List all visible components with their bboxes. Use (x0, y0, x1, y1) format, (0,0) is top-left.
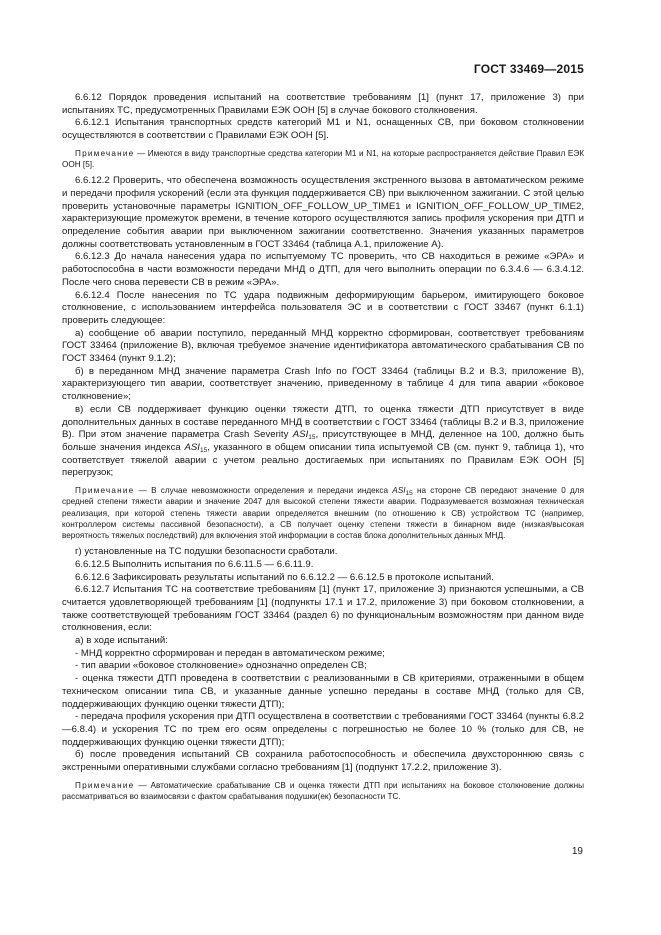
document-header: ГОСТ 33469—2015 (473, 62, 584, 76)
paragraph-6-6-12-3: 6.6.12.3 До начала нанесения удара по испытуемому ТС проверить, что СВ находиться в режиме «ЭРА» и работоспособна в части возможности передачи МНД о ДТП, для чего выполнить операции по 6.3.4.6 — 6.3.4.12. После чего снова перевести СВ в режим «ЭРА». (62, 251, 584, 288)
asi-index: ASI (392, 486, 406, 496)
item-a-tests: а) в ходе испытаний: (75, 635, 168, 647)
dash-item-3: - оценка тяжести ДТП проведена в соответствии с реализованными в СВ критериями, отраженными в общем техническом описании типа СВ, и указанные данные успешно переданы в составе МНД (только для СВ, поддерживающих функцию оценки тяжести ДТП); (62, 673, 584, 710)
asi-index: ASI (184, 441, 200, 453)
paragraph-6-6-12-6: 6.6.12.6 Зафиксировать результаты испытаний по 6.6.12.2 — 6.6.12.5 в протоколе испытаний. (75, 571, 494, 583)
item-g: г) установленные на ТС подушки безопасности сработали. (75, 546, 338, 558)
note-label: Примечание (75, 780, 135, 790)
note-1-text: — Имеются в виду транспортные средства категории M1 и N1, на которые распространяется действие Правил ЕЭК ООН [5]. (62, 148, 584, 170)
paragraph-6-6-12: 6.6.12 Порядок проведения испытаний на соответствие требованиям [1] (пункт 17, приложение 3) при испытаниях ТС, предусмотренных Правилами ЕЭК ООН [5] в случае бокового столкновения. (62, 92, 584, 116)
dash-item-1: - МНД корректно сформирован и передан в автоматическом режиме; (75, 647, 385, 659)
item-b: б) в переданном МНД значение параметра Crash Info по ГОСТ 33464 (таблицы В.2 и В.3, приложение В), характеризующего тип аварии, соответствует значению, приведенному в таблице 4 для типа аварии «боковое столкновение»; (62, 365, 584, 403)
asi-index: ASI (292, 429, 309, 441)
item-a: а) сообщение об аварии поступило, переданный МНД корректно сформирован, соответствует требованиям ГОСТ 33464 (приложение В), включая требуемое значение идентификатора автоматического срабатывания СВ по ГОСТ 33464 (пункт 9.1.2); (62, 327, 584, 365)
document-body (62, 92, 584, 807)
paragraph-6-6-12-2: 6.6.12.2 Проверить, что обеспечена возможность осуществления экстренного вызова в автоматическом режиме и передачи профиля ускорений (если эта функция поддерживается СВ) при выключенном зажигании. С этой целью проверить установочные параметры IGNITION_OFF_FOLLOW_UP_TIME1 и IGNITION_OFF_FOLLOW_UP_TIME2, характеризующие промежуток времени, в течение которого осуществляются запись профиля ускорения при ДТП и определение события аварии при выключенном зажигании соответственно. Значения указанных параметров должны соответствовать установленным в ГОСТ 33464 (таблица А.1, приложение А). (62, 175, 584, 250)
dash-item-4: - передача профиля ускорения при ДТП осуществлена в соответствии с требованиями ГОСТ 33464 (пункты 6.8.2—6.8.4) и ускорения ТС по трем его осям определены с погрешностью не более 10 % (только для СВ, не поддерживающих функцию оценки тяжести ДТП); (62, 711, 584, 748)
note-3: Примечание — Автоматические срабатывание СВ и оценка тяжести ДТП при испытаниях на боковое столкновение должны рассматриваться во взаимосвязи с фактом срабатывания подушки(ек) безопасности ТС. (62, 780, 584, 801)
item-v: в) если СВ поддерживает функцию оценки тяжести ДТП, то оценка тяжести ДТП присутствует в виде дополнительных данных в составе переданного МНД в соответствии с ГОСТ 33464 (таблицы В.2 и В.3, приложение В). При этом значение параметра Crash Severity $ASI_{15}$, присутствующее в МНД, деленное на 100, должно быть больше значения индекса $ASI_{15}$, указанного в общем описании типа испытуемой СВ (см. пункт 9, таблица 1), что соответствует тяжелой аварии с учетом реально достигаемых при испытаниях по Правилам ЕЭК ООН [5] перегрузок; (62, 403, 585, 479)
paragraph-6-6-12-4: 6.6.12.4 После нанесения по ТС удара подвижным деформирующим барьером, имитирующего боковое столкновение, с использованием интерфейса пользователя ЭС и в соответствии с ГОСТ 33467 (пункт 6.1.1) проверить следующее: (62, 289, 584, 326)
page-number: 19 (571, 846, 583, 857)
note-2: Примечание — В случае невозможности определения и передачи индекса $ASI_{15}$ на стороне СВ передают значение 0 для средней степени тяжести аварии и значение 2047 для высокой степени тяжести аварии. Подразумевается возможная техническая реализация, при которой степень тяжести аварии определяется внешним (по отношению к СВ) устройством ТС (например, контроллером системы пассивной безопасности), а СВ получает оценку степени тяжести в бинарном виде (низкая/высокая вероятность тяжелых последствий) для включения этой информации в состав блока дополнительных данных МНД. (62, 486, 584, 540)
dash-item-2: - тип аварии «боковое столкновение» однозначно определен СВ; (75, 660, 367, 672)
paragraph-6-6-12-7: 6.6.12.7 Испытания ТС на соответствие требованиям [1] (пункт 17, приложение 3) признаются успешными, а СВ считается удовлетворяющей требованиям [1] (подпункты 17.1 и 17.2, приложение 3) при боковом столкновении, а также соответствующей требованиям ГОСТ 33464 (раздел 6) по функциональным возможностям при данном виде столкновения, если: (62, 584, 584, 634)
item-b-after: б) после проведения испытаний СВ сохранила работоспособность и обеспечила двухстороннюю связь с экстренными оперативными службами согласно требованиям [1] (подпункт 17.2.2, приложение 3). (62, 749, 584, 774)
note-label: Примечание (75, 486, 135, 496)
paragraph-6-6-12-5: 6.6.12.5 Выполнить испытания по 6.6.11.5 — 6.6.11.9. (75, 558, 314, 570)
note-1 (62, 148, 584, 170)
paragraph-6-6-12-1: 6.6.12.1 Испытания транспортных средств категорий M1 и N1, оснащенных СВ, при боковом столкновении осуществляются в соответствии с Правилами ЕЭК ООН [5]. (62, 117, 584, 142)
note-label: Примечание (75, 148, 135, 158)
